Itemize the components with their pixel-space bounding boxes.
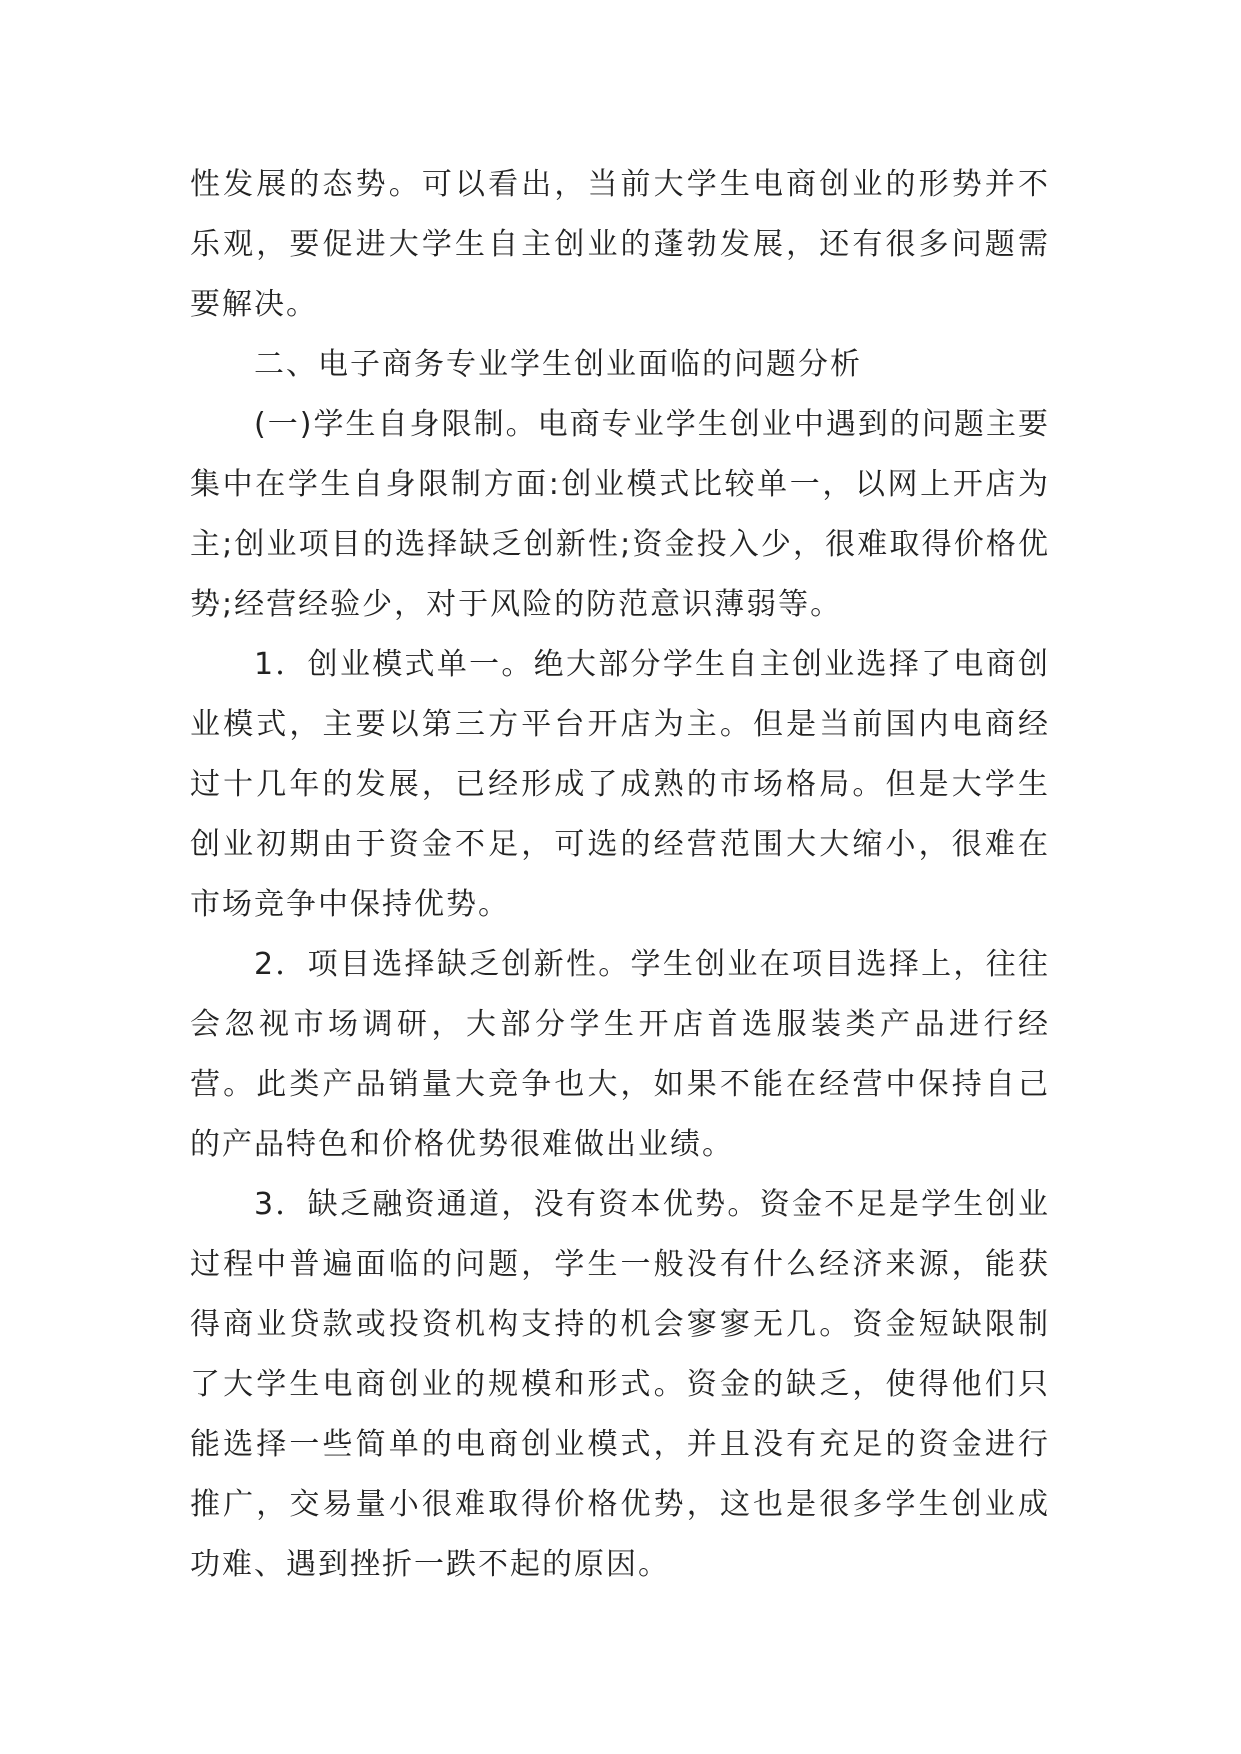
- document-body: [190, 155, 1050, 1595]
- paragraph-item-2: 2．项目选择缺乏创新性。学生创业在项目选择上，往往会忽视市场调研，大部分学生开店首选服装类产品进行经营。此类产品销量大竞争也大，如果不能在经营中保持自己的产品特色和价格优势很难做出业绩。: [190, 947, 1050, 1162]
- paragraph-item-1: 1．创业模式单一。绝大部分学生自主创业选择了电商创业模式，主要以第三方平台开店为主。但是当前国内电商经过十几年的发展，已经形成了成熟的市场格局。但是大学生创业初期由于资金不足，可选的经营范围大大缩小，很难在市场竞争中保持优势。: [190, 647, 1050, 922]
- paragraph-continuation: 性发展的态势。可以看出，当前大学生电商创业的形势并不乐观，要促进大学生自主创业的蓬勃发展，还有很多问题需要解决。: [190, 167, 1050, 322]
- paragraph-subsection-1: (一)学生自身限制。电商专业学生创业中遇到的问题主要集中在学生自身限制方面:创业模式比较单一，以网上开店为主;创业项目的选择缺乏创新性;资金投入少，很难取得价格优势;经营经验少，对于风险的防范意识薄弱等。: [190, 407, 1050, 622]
- paragraph-item-3: 3．缺乏融资通道，没有资本优势。资金不足是学生创业过程中普遍面临的问题，学生一般没有什么经济来源，能获得商业贷款或投资机构支持的机会寥寥无几。资金短缺限制了大学生电商创业的规模和形式。资金的缺乏，使得他们只能选择一些简单的电商创业模式，并且没有充足的资金进行推广，交易量小很难取得价格优势，这也是很多学生创业成功难、遇到挫折一跌不起的原因。: [190, 1187, 1050, 1582]
- section-heading: 二、电子商务专业学生创业面临的问题分析: [254, 347, 862, 382]
